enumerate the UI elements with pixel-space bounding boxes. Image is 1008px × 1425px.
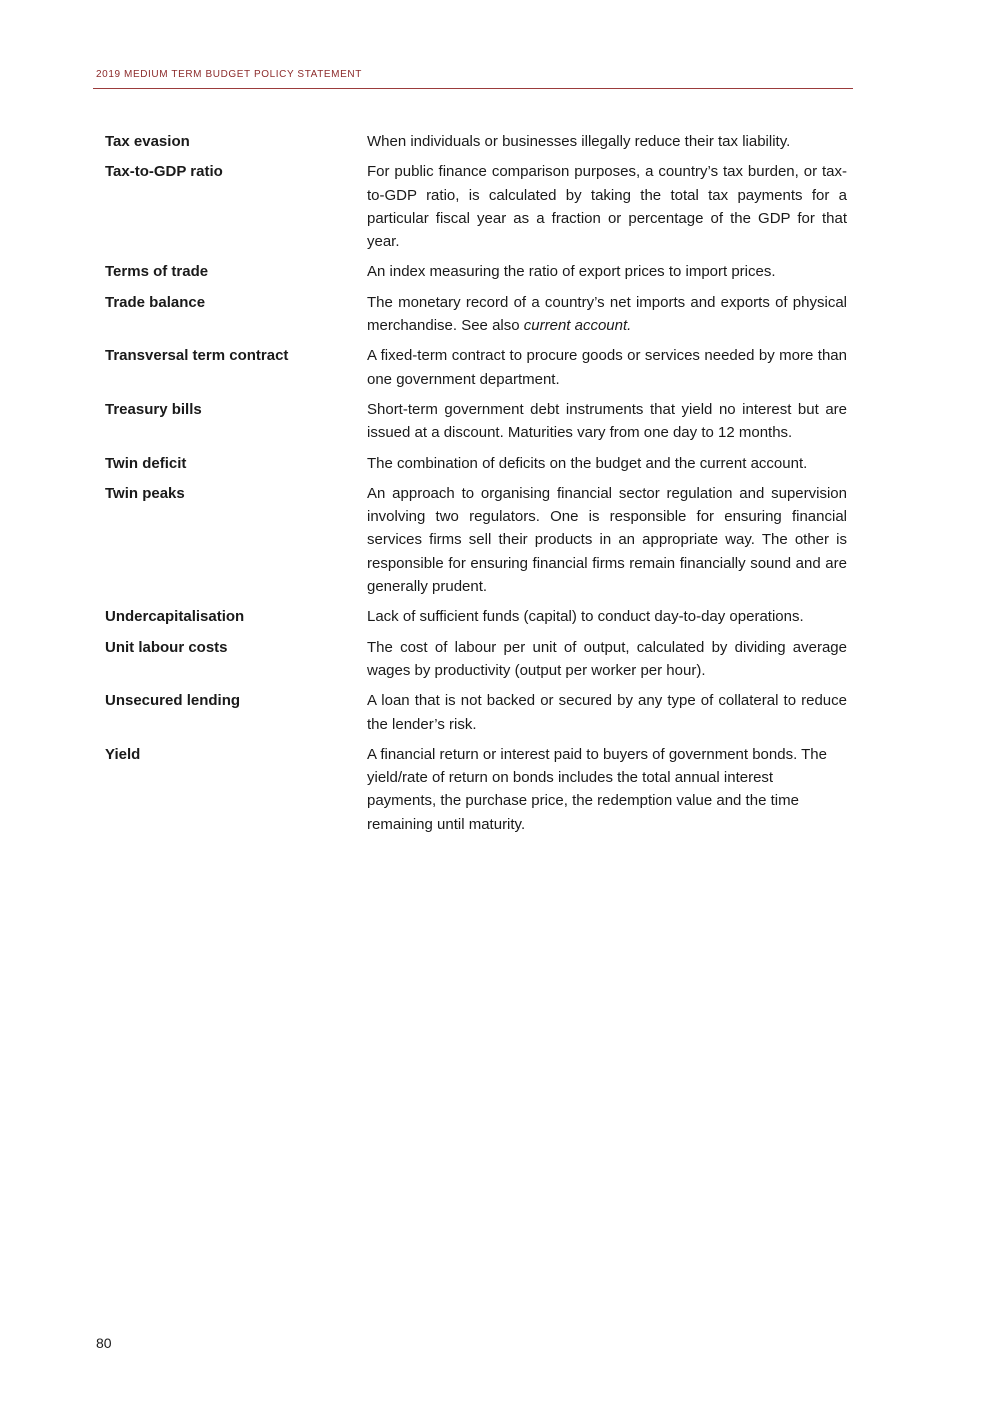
glossary-entry [105, 636, 847, 683]
glossary-entry [105, 130, 847, 153]
glossary-definition: For public finance comparison purposes, a country’s tax burden, or tax-to-GDP ratio, is calculated by taking the total tax payments for a particular fiscal year as a fraction or percentage of the GDP for that year. [367, 163, 847, 251]
glossary-definition-text: The monetary record of a country’s net imports and exports of physical merchandise. See also [367, 293, 847, 335]
glossary-term: Twin peaks [105, 484, 185, 502]
glossary-entry [105, 291, 847, 338]
glossary-definition: A loan that is not backed or secured by any type of collateral to reduce the lender’s risk. [367, 692, 847, 733]
glossary-term: Unit labour costs [105, 638, 228, 656]
glossary-definition: A financial return or interest paid to buyers of government bonds. The yield/rate of return on bonds includes the total annual interest payments, the purchase price, the redemption value and the time remaining until maturity. [367, 745, 827, 833]
glossary-entry [105, 605, 847, 628]
glossary-definition: Short-term government debt instruments that yield no interest but are issued at a discount. Maturities vary from one day to 12 months. [367, 400, 847, 442]
glossary-definition: The cost of labour per unit of output, calculated by dividing average wages by productivity (output per worker per hour). [367, 638, 847, 679]
cross-reference: current account. [523, 317, 632, 335]
glossary-entry [105, 344, 847, 391]
glossary-definition: Lack of sufficient funds (capital) to conduct day-to-day operations. [367, 608, 804, 626]
header-rule [93, 88, 853, 89]
glossary-term: Undercapitalisation [105, 608, 245, 626]
page-number: 80 [96, 1335, 112, 1351]
glossary-term: Twin deficit [105, 454, 187, 472]
glossary-term: Terms of trade [105, 263, 209, 281]
glossary-definition: A fixed-term contract to procure goods or services needed by more than one government department. [367, 347, 847, 388]
glossary-term: Treasury bills [105, 400, 202, 418]
glossary-term: Tax evasion [105, 133, 190, 150]
glossary-definition: When individuals or businesses illegally reduce their tax liability. [367, 133, 791, 150]
glossary-definition: An approach to organising financial sector regulation and supervision involving two regulators. One is responsible for ensuring financial services firms sell their products in an appropriate way. The other is responsible for ensuring financial firms remain financially sound and are generally prudent. [367, 484, 847, 596]
glossary-definition: The combination of deficits on the budget and the current account. [367, 454, 808, 472]
glossary-entry [105, 452, 847, 475]
glossary-entry [105, 689, 847, 736]
glossary-term: Transversal term contract [105, 347, 289, 365]
glossary-term: Yield [105, 745, 141, 763]
glossary-term: Unsecured lending [105, 692, 241, 710]
glossary-definition [367, 291, 847, 338]
running-header: 2019 MEDIUM TERM BUDGET POLICY STATEMENT [96, 69, 362, 80]
glossary-entry [105, 398, 847, 445]
glossary-entry [105, 260, 847, 283]
glossary-list [105, 130, 847, 843]
glossary-entry [105, 482, 847, 598]
glossary-entry [105, 160, 847, 253]
glossary-entry [105, 743, 847, 836]
glossary-term: Trade balance [105, 293, 206, 311]
glossary-term: Tax-to-GDP ratio [105, 163, 223, 181]
glossary-definition: An index measuring the ratio of export prices to import prices. [367, 263, 776, 281]
